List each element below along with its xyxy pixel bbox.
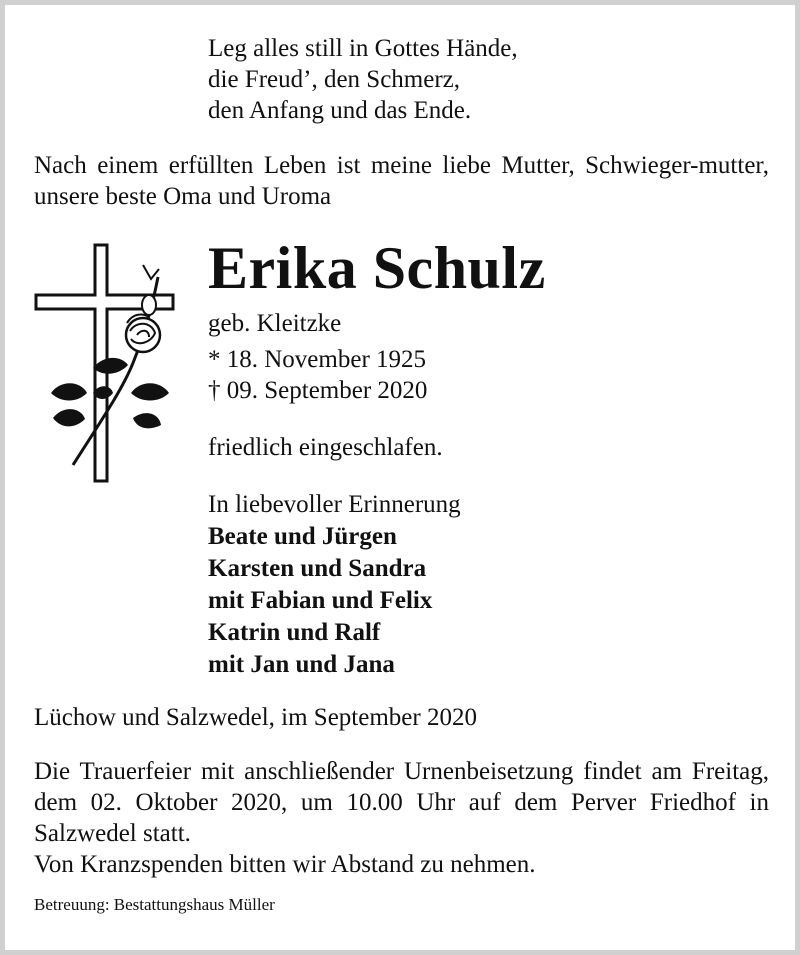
undertaker-credit: Betreuung: Bestattungshaus Müller <box>34 895 275 914</box>
death-date: † 09. September 2020 <box>208 377 428 404</box>
obituary-notice <box>5 5 795 950</box>
memory-line: In liebevoller Erinnerung <box>208 491 461 518</box>
mourner-line: Karsten und Sandra <box>208 555 427 582</box>
passing-note: friedlich eingeschlafen. <box>208 434 443 461</box>
wreath-note: Von Kranzspenden bitten wir Abstand zu nehmen. <box>34 851 536 878</box>
maiden-name: geb. Kleitzke <box>208 310 342 337</box>
deceased-name: Erika Schulz <box>208 235 546 301</box>
birth-date: * 18. November 1925 <box>208 346 427 373</box>
cross-with-rose-icon <box>33 243 181 483</box>
poem-line-3: den Anfang und das Ende. <box>208 97 472 124</box>
mourner-line: mit Fabian und Felix <box>208 587 433 614</box>
poem-line-2: die Freud’, den Schmerz, <box>208 66 461 93</box>
mourner-line: Katrin und Ralf <box>208 619 381 646</box>
place-date: Lüchow und Salzwedel, im September 2020 <box>34 704 477 731</box>
mourner-line: Beate und Jürgen <box>208 523 397 550</box>
funeral-info: Die Trauerfeier mit anschließender Urnenbeisetzung findet am Freitag, dem 02. Oktober 2020, um 10.00 Uhr auf dem Perver Friedhof in Salzwedel statt. <box>34 758 769 847</box>
poem-line-1: Leg alles still in Gottes Hände, <box>208 35 518 62</box>
intro-text: Nach einem erfüllten Leben ist meine liebe Mutter, Schwieger-mutter, unsere beste Oma und Uroma <box>34 152 769 210</box>
mourner-line: mit Jan und Jana <box>208 651 395 678</box>
